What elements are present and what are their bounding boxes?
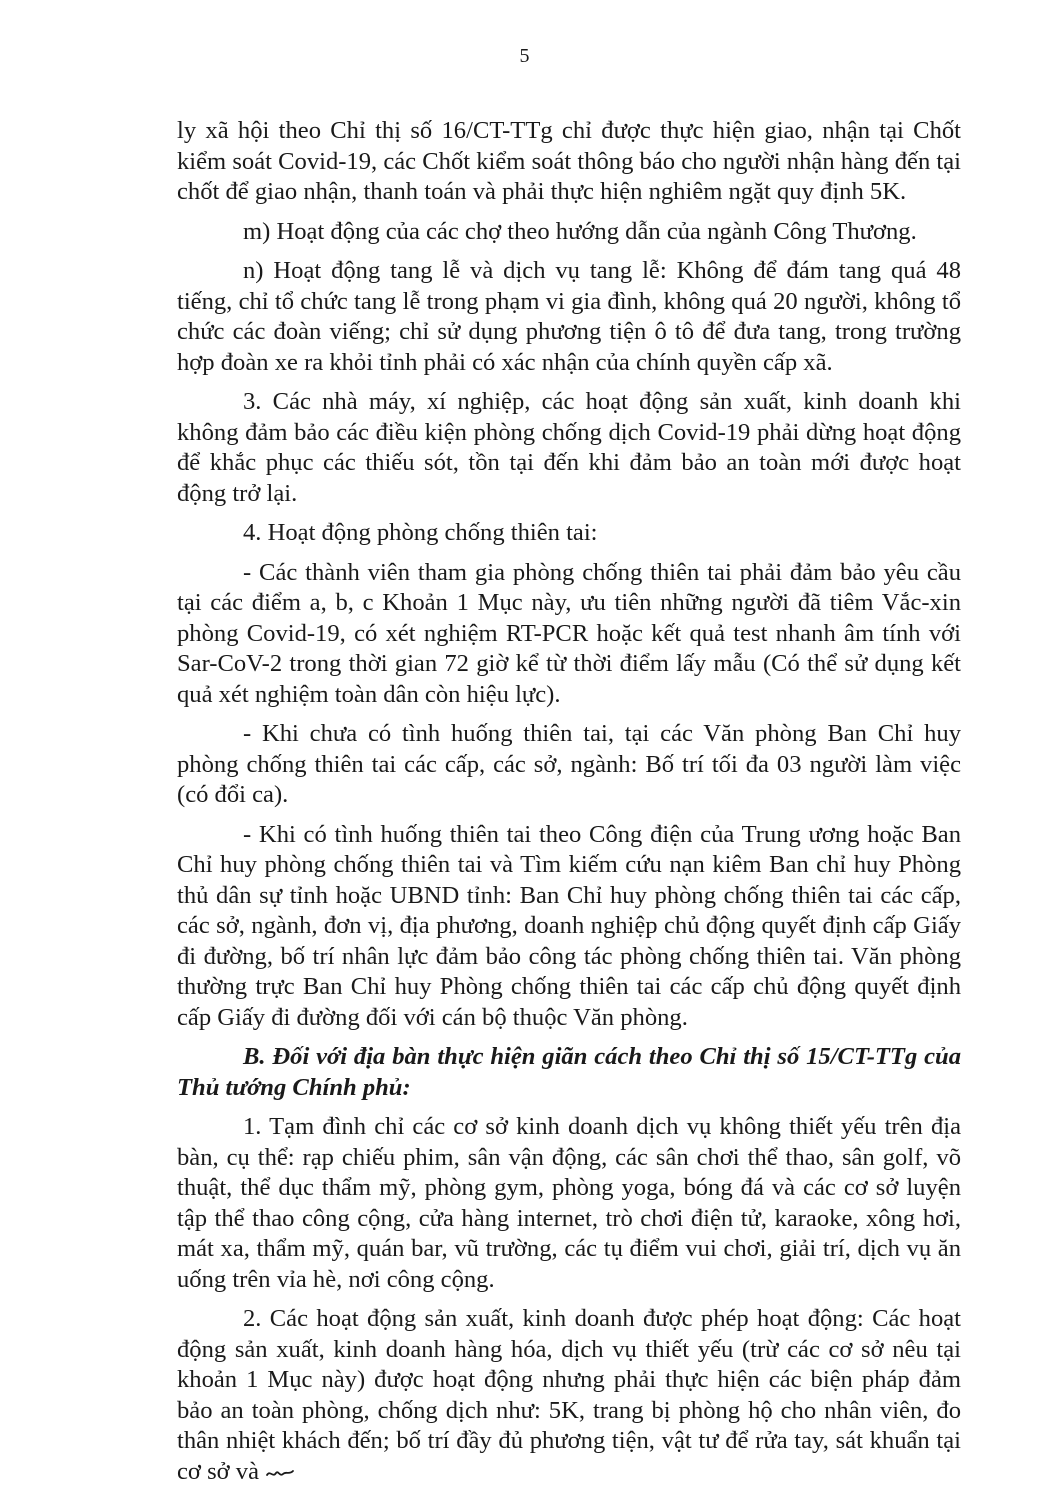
paragraph-item-4: 4. Hoạt động phòng chống thiên tai:: [243, 519, 598, 546]
paragraph-bullet-disaster: - Khi có tình huống thiên tai theo Công điện của Trung ương hoặc Ban Chỉ huy phòng chống thiên tai và Tìm kiếm cứu nạn kiêm Ban chỉ huy Phòng thủ dân sự tỉnh hoặc UBND tỉnh: Ban Chỉ huy phòng chống thiên tai các cấp, các sở, ngành, đơn vị, địa phương, doanh nghiệp chủ động quyết định cấp Giấy đi đường, bố trí nhân lực đảm bảo công tác phòng chống thiên tai. Văn phòng thường trực Ban Chỉ huy Phòng chống thiên tai các cấp chủ động quyết định cấp Giấy đi đường đối với cán bộ thuộc Văn phòng.: [177, 820, 961, 1031]
initial-mark-icon: [265, 1466, 295, 1480]
paragraph-item-m: m) Hoạt động của các chợ theo hướng dẫn của ngành Công Thương.: [243, 217, 917, 245]
paragraph-b-item-1: 1. Tạm đình chỉ các cơ sở kinh doanh dịch vụ không thiết yếu trên địa bàn, cụ thể: rạp chiếu phim, sân vận động, các sân chơi thể thao, sân golf, võ thuật, thể dục thẩm mỹ, phòng gym, phòng yoga, bóng đá và các cơ sở luyện tập thể thao công cộng, cửa hàng internet, trò chơi điện tử, karaoke, xông hơi, mát xa, thẩm mỹ, quán bar, vũ trường, các tụ điểm vui chơi, giải trí, dịch vụ ăn uống trên vỉa hè, nơi công cộng.: [177, 1113, 961, 1293]
document-body: [177, 116, 961, 1496]
paragraph-item-n: n) Hoạt động tang lễ và dịch vụ tang lễ: Không để đám tang quá 48 tiếng, chỉ tổ chức tang lễ trong phạm vi gia đình, không quá 20 người, không tổ chức các đoàn viếng; chỉ sử dụng phương tiện ô tô để đưa tang, trong trường hợp đoàn xe ra khỏi tỉnh phải có xác nhận của chính quyền cấp xã.: [177, 257, 961, 376]
paragraph-item-3: 3. Các nhà máy, xí nghiệp, các hoạt động sản xuất, kinh doanh khi không đảm bảo các điều kiện phòng chống dịch Covid-19 phải dừng hoạt động để khắc phục các thiếu sót, tồn tại đến khi đảm bảo an toàn mới được hoạt động trở lại.: [177, 388, 961, 507]
paragraph-continuation: ly xã hội theo Chỉ thị số 16/CT-TTg chỉ được thực hiện giao, nhận tại Chốt kiểm soát Covid-19, các Chốt kiểm soát thông báo cho người nhận hàng đến tại chốt để giao nhận, thanh toán và phải thực hiện nghiêm ngặt quy định 5K.: [177, 117, 961, 205]
paragraph-b-item-2-text: 2. Các hoạt động sản xuất, kinh doanh được phép hoạt động: Các hoạt động sản xuất, kinh doanh hàng hóa, dịch vụ thiết yếu (trừ các cơ sở nêu tại khoản 1 Mục này) được hoạt động nhưng phải thực hiện các biện pháp đảm bảo an toàn phòng, chống dịch như: 5K, trang bị phòng hộ cho nhân viên, đo thân nhiệt khách đến; bố trí đầy đủ phương tiện, vật tư để rửa tay, sát khuẩn tại cơ sở và: [177, 1305, 961, 1485]
paragraph-b-item-2: [177, 1304, 961, 1487]
paragraph-bullet-no-disaster: - Khi chưa có tình huống thiên tai, tại các Văn phòng Ban Chỉ huy phòng chống thiên tai các cấp, các sở, ngành: Bố trí tối đa 03 người làm việc (có đổi ca).: [177, 720, 961, 808]
section-heading-b: B. Đối với địa bàn thực hiện giãn cách theo Chỉ thị số 15/CT-TTg của Thủ tướng Chính phủ:: [177, 1043, 961, 1101]
paragraph-bullet-members: - Các thành viên tham gia phòng chống thiên tai phải đảm bảo yêu cầu tại các điểm a, b, c Khoản 1 Mục này, ưu tiên những người đã tiêm Vắc-xin phòng Covid-19, có xét nghiệm RT-PCR hoặc kết quả test nhanh âm tính với Sar-CoV-2 trong thời gian 72 giờ kể từ thời điểm lấy mẫu (Có thể sử dụng kết quả xét nghiệm toàn dân còn hiệu lực).: [177, 558, 961, 708]
page-number: 5: [519, 45, 530, 67]
